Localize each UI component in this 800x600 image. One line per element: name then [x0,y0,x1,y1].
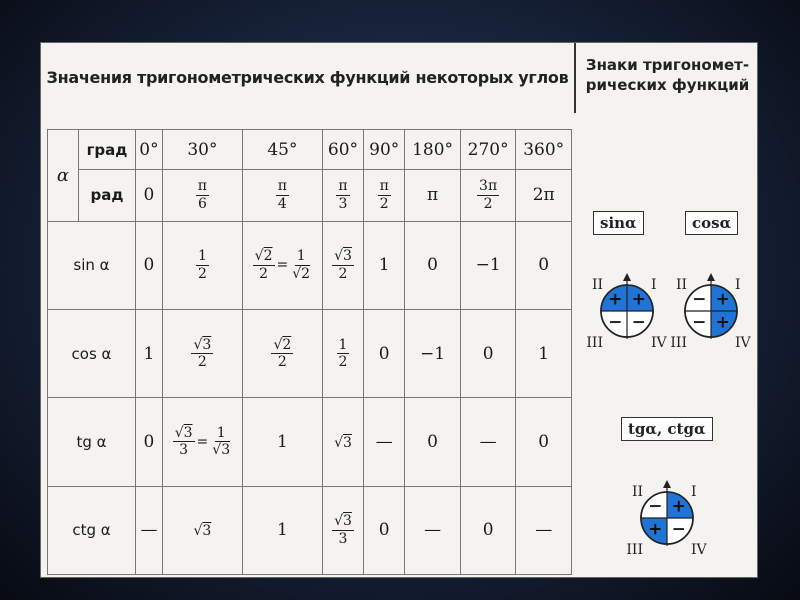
fraction [332,514,354,546]
cell-value: 0 [538,255,550,276]
function-value [405,310,461,398]
radicand: 2 [282,336,292,353]
quadrant-label-iii: III [626,542,643,558]
radical-sign: √ [174,424,184,441]
cell-value: 1 [378,255,390,276]
radical-sign: √ [334,513,343,530]
cell-value: 2π [532,185,555,206]
math-text: 2 [379,195,389,212]
cell-value: 0 [538,431,550,452]
function-value [364,398,405,486]
cos-label: cosα [685,211,738,235]
root-expression [334,435,352,451]
cell-value: 1 [538,343,550,364]
degrees-row [48,130,572,170]
denominator [276,354,289,370]
degree-value: 180° [405,130,461,170]
fraction [253,249,275,281]
function-value [364,221,405,309]
cell-value: −1 [420,343,446,364]
root-expression [292,266,310,282]
radicand: 2 [301,265,311,282]
quadrant-label-iv: IV [691,542,707,558]
quadrant-label-i: I [691,484,697,500]
sign-quadrant-iii: − [608,312,623,333]
cell-value: 0 [143,255,155,276]
quadrant-label-iii: III [670,335,687,351]
degree-value: 0° [136,130,163,170]
function-value [405,486,461,574]
quadrant-label-iv: IV [651,335,667,351]
numerator [191,338,213,355]
denominator [196,196,209,212]
fraction [378,179,391,211]
denominator [290,266,312,282]
tg-ctg-sign-circle [625,454,709,576]
denominator [210,442,232,458]
radical-sign: √ [254,248,264,265]
math-text: 2 [483,195,493,212]
numerator [196,249,209,266]
fraction [332,249,354,281]
degree-unit-label: град [79,130,136,170]
function-name: ctg α [48,486,136,574]
fraction [196,249,209,281]
cell-value: −1 [475,255,501,276]
cell-value: — [535,520,553,541]
math-text: 1 [338,336,348,353]
trig-values-table [47,129,572,575]
quadrant-label-i: I [651,277,657,293]
math-text: 2 [338,354,348,371]
function-value [136,310,163,398]
sign-quadrant-iii: − [692,312,707,333]
tg-ctg-label: tgα, ctgα [621,417,713,441]
math-text: 2 [338,265,348,282]
numerator [271,338,293,355]
numerator [253,249,275,266]
fraction [477,179,499,211]
cell-value: 0 [378,343,390,364]
function-value [322,310,363,398]
y-axis-arrow [663,480,671,488]
root-expression [334,248,352,264]
degree-value: 45° [242,130,322,170]
function-value [136,398,163,486]
numerator [276,179,289,196]
cell-value: 0 [482,343,494,364]
radicand: 3 [342,513,352,530]
quadrant-label-ii: II [675,277,687,293]
function-value [516,486,572,574]
function-value [460,398,516,486]
cell-value: — [140,520,158,541]
math-text: 3 [338,195,348,212]
function-value [242,486,322,574]
function-value [322,486,363,574]
math-text: 2 [277,354,287,371]
denominator [378,196,391,212]
numerator [336,179,349,196]
denominator [177,442,190,458]
denominator [257,266,270,282]
function-row [48,486,572,574]
cell-value: — [424,520,442,541]
sign-quadrant-iv: − [631,312,646,333]
radicand: 3 [202,523,212,540]
radian-value [242,170,322,222]
quadrant-label-iv: IV [735,335,751,351]
numerator [378,179,391,196]
function-value [405,398,461,486]
math-text: π [379,178,389,195]
function-value [460,310,516,398]
sign-quadrant-ii: + [608,289,623,310]
radian-value [136,170,163,222]
root-expression [193,523,211,539]
cell-value: 0 [143,431,155,452]
numerator [295,249,308,266]
denominator [196,266,209,282]
degree-value: 90° [364,130,405,170]
function-value [516,398,572,486]
denominator [337,531,350,547]
radical-sign: √ [212,442,222,459]
y-axis-arrow [707,273,715,281]
math-text: 3π [479,178,498,195]
function-row [48,398,572,486]
numerator [332,249,354,266]
math-text: 1 [216,424,226,441]
math-text: 1 [197,248,207,265]
math-text: π [197,178,207,195]
radian-value [322,170,363,222]
cell-value: — [375,431,393,452]
fraction [196,179,209,211]
radical-sign: √ [193,336,203,353]
denominator [276,196,289,212]
sign-quadrant-i: + [715,289,730,310]
radicand: 3 [221,442,231,459]
math-text: 4 [277,195,287,212]
math-text: 2 [197,354,207,371]
cell-value: π [426,185,439,206]
numerator [173,426,195,443]
function-value [460,486,516,574]
function-value [136,486,163,574]
quadrant-label-i: I [735,277,741,293]
quadrant-label-iii: III [586,335,603,351]
sign-quadrant-i: + [631,289,646,310]
math-text: 2 [259,265,269,282]
root-expression [175,425,193,441]
degree-value: 360° [516,130,572,170]
cell-value: 1 [276,431,288,452]
function-value [322,221,363,309]
denominator [337,354,350,370]
fraction [210,426,232,458]
fraction [337,338,350,370]
slide [40,42,758,578]
cell-value: 0 [482,520,494,541]
radical-sign: √ [292,265,302,282]
function-value [322,398,363,486]
function-row [48,310,572,398]
radian-value [460,170,516,222]
cell-value: 0 [427,255,438,276]
sign-quadrant-ii: − [648,496,663,517]
radicand: 3 [183,424,193,441]
cell-value: 0 [378,520,390,541]
denominator [482,196,495,212]
root-expression [255,248,273,264]
function-value [364,310,405,398]
radian-value [162,170,242,222]
denominator [196,354,209,370]
table-title: Значения тригонометрических функций некоторых углов [41,43,576,113]
equals-sign: = [196,433,209,450]
sign-quadrant-iv: + [715,312,730,333]
root-expression [193,337,211,353]
degree-value: 30° [162,130,242,170]
root-expression [212,442,230,458]
function-name: tg α [48,398,136,486]
radians-row [48,170,572,222]
function-value [460,221,516,309]
signs-title-line2: рических функций [585,76,750,94]
radian-value [364,170,405,222]
numerator [196,179,209,196]
radical-sign: √ [334,248,343,265]
equals-sign: = [276,257,289,274]
math-text: 3 [179,442,189,459]
y-axis-arrow [623,273,631,281]
radian-value [405,170,461,222]
fraction [290,249,312,281]
radicand: 3 [202,336,212,353]
function-value [242,398,322,486]
math-text: 6 [197,195,207,212]
sin-label: sinα [593,211,644,235]
fraction [271,338,293,370]
function-name: sin α [48,221,136,309]
function-name: cos α [48,310,136,398]
degree-value: 60° [322,130,363,170]
radian-value [516,170,572,222]
numerator [477,179,499,196]
function-value [242,221,322,309]
function-value [136,221,163,309]
math-text: 3 [338,530,348,547]
fraction [276,179,289,211]
fraction [336,179,349,211]
cos-sign-circle [669,255,753,365]
cell-value: 0 [427,431,438,452]
sign-quadrant-ii: − [692,289,707,310]
cell-value: 1 [143,343,155,364]
numerator [337,338,350,355]
sign-quadrant-iv: − [671,519,686,540]
root-expression [334,513,352,529]
math-text: 1 [296,248,306,265]
sign-quadrant-iii: + [648,519,663,540]
signs-title [576,43,759,113]
radicand: 3 [342,248,352,265]
sign-quadrant-i: + [671,496,686,517]
denominator [337,196,350,212]
cell-value: 1 [276,520,288,541]
function-value [162,221,242,309]
sin-sign-circle [585,255,669,365]
function-value [162,486,242,574]
radical-sign: √ [273,336,283,353]
function-value [364,486,405,574]
function-value [516,310,572,398]
signs-title-line1: Знаки тригономет- [585,56,750,74]
radical-sign: √ [334,434,343,451]
radian-unit-label: рад [79,170,136,222]
function-value [516,221,572,309]
denominator [337,266,350,282]
function-value [162,310,242,398]
math-text: π [338,178,348,195]
degree-value: 270° [460,130,516,170]
math-text: π [277,178,287,195]
root-expression [273,337,291,353]
function-value [162,398,242,486]
cell-value: 0 [143,185,155,206]
alpha-header: α [48,130,79,222]
math-text: 2 [197,265,207,282]
fraction [191,338,213,370]
numerator [332,514,354,531]
function-value [405,221,461,309]
quadrant-label-ii: II [631,484,643,500]
radical-sign: √ [193,523,203,540]
function-value [242,310,322,398]
numerator [215,426,228,443]
quadrant-label-ii: II [591,277,603,293]
fraction [173,426,195,458]
function-row [48,221,572,309]
cell-value: — [479,431,497,452]
radicand: 2 [263,248,273,265]
radicand: 3 [342,434,352,451]
